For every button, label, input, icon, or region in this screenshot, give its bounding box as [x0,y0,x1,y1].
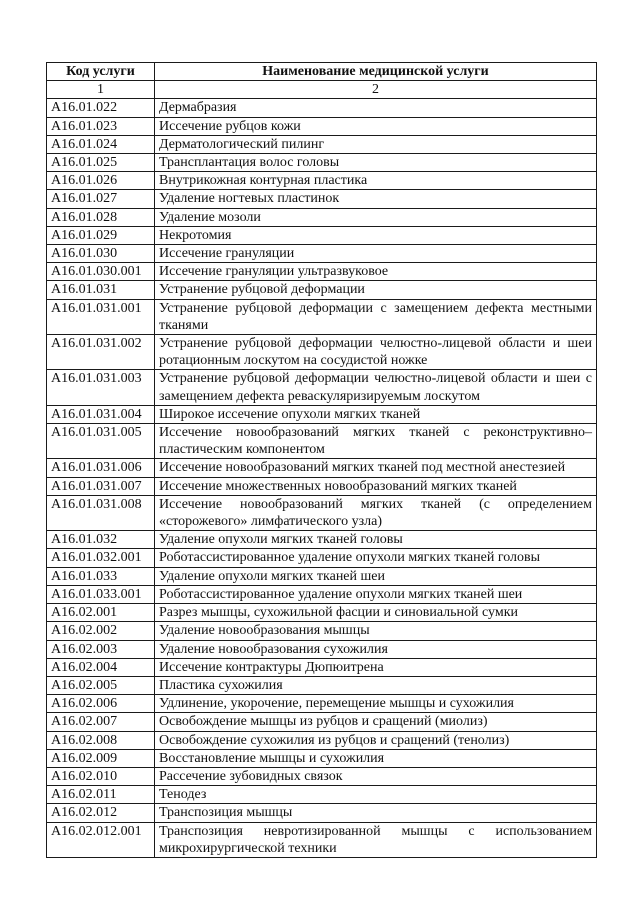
table-row [47,786,597,804]
service-code-cell: A16.01.031.007 [47,477,155,495]
service-name-cell: Освобождение сухожилия из рубцов и сращений (тенолиз) [155,731,597,749]
table-row [47,135,597,153]
service-name-cell: Иссечение рубцов кожи [155,117,597,135]
table-row [47,190,597,208]
table-header-row [47,63,597,81]
table-row [47,405,597,423]
service-code-cell: A16.01.023 [47,117,155,135]
service-code-cell: A16.02.002 [47,622,155,640]
service-code-cell: A16.01.033 [47,567,155,585]
service-name-cell: Рассечение зубовидных связок [155,767,597,785]
service-name-cell: Удаление опухоли мягких тканей шеи [155,567,597,585]
service-name-cell: Иссечение контрактуры Дюпюитрена [155,658,597,676]
table-row [47,154,597,172]
table-row [47,713,597,731]
table-row [47,804,597,822]
table-row [47,822,597,857]
service-name-cell: Роботассистированное удаление опухоли мягких тканей головы [155,549,597,567]
table-row [47,767,597,785]
service-code-cell: A16.02.003 [47,640,155,658]
service-name-cell: Внутрикожная контурная пластика [155,172,597,190]
service-code-cell: A16.01.031.003 [47,370,155,405]
service-name-cell: Удаление опухоли мягких тканей головы [155,531,597,549]
service-code-cell: A16.02.004 [47,658,155,676]
service-name-cell: Иссечение новообразований мягких тканей с реконструктивно–пластическим компонентом [155,424,597,459]
service-name-cell: Устранение рубцовой деформации челюстно-лицевой области и шеи ротационным лоскутом на сосудистой ножке [155,335,597,370]
table-row [47,495,597,530]
service-name-cell: Удлинение, укорочение, перемещение мышцы и сухожилия [155,695,597,713]
table-row [47,335,597,370]
service-name-cell: Иссечение грануляции [155,245,597,263]
table-row [47,658,597,676]
service-name-cell: Устранение рубцовой деформации с замещением дефекта местными тканями [155,299,597,334]
table-row [47,695,597,713]
service-code-cell: A16.02.006 [47,695,155,713]
service-code-cell: A16.01.031.004 [47,405,155,423]
table-row [47,676,597,694]
service-code-cell: A16.01.031.008 [47,495,155,530]
service-name-cell: Дермабразия [155,99,597,117]
table-row [47,640,597,658]
service-code-cell: A16.01.032 [47,531,155,549]
table-row [47,299,597,334]
service-name-cell: Удаление новообразования сухожилия [155,640,597,658]
header-name: Наименование медицинской услуги [155,63,597,81]
table-row [47,731,597,749]
service-code-cell: A16.01.022 [47,99,155,117]
table-row [47,370,597,405]
document-page [46,62,596,858]
service-code-cell: A16.02.012 [47,804,155,822]
table-row [47,585,597,603]
table-row [47,622,597,640]
table-row [47,477,597,495]
table-row [47,531,597,549]
service-name-cell: Дерматологический пилинг [155,135,597,153]
table-row [47,263,597,281]
column-number-code: 1 [47,81,155,99]
service-code-cell: A16.01.031.006 [47,459,155,477]
service-name-cell: Восстановление мышцы и сухожилия [155,749,597,767]
service-name-cell: Устранение рубцовой деформации [155,281,597,299]
service-code-cell: A16.01.030 [47,245,155,263]
service-name-cell: Освобождение мышцы из рубцов и сращений (миолиз) [155,713,597,731]
service-name-cell: Транспозиция мышцы [155,804,597,822]
service-code-cell: A16.01.029 [47,226,155,244]
service-code-cell: A16.01.033.001 [47,585,155,603]
service-name-cell: Разрез мышцы, сухожильной фасции и синовиальной сумки [155,604,597,622]
service-name-cell: Иссечение новообразований мягких тканей под местной анестезией [155,459,597,477]
table-row [47,172,597,190]
service-code-cell: A16.01.027 [47,190,155,208]
service-code-cell: A16.01.031 [47,281,155,299]
service-code-cell: A16.01.026 [47,172,155,190]
table-row [47,226,597,244]
table-row [47,424,597,459]
service-code-cell: A16.02.012.001 [47,822,155,857]
table-row [47,604,597,622]
table-row [47,117,597,135]
service-code-cell: A16.01.030.001 [47,263,155,281]
service-name-cell: Иссечение множественных новообразований мягких тканей [155,477,597,495]
service-name-cell: Пластика сухожилия [155,676,597,694]
service-name-cell: Транспозиция невротизированной мышцы с использованием микрохирургической техники [155,822,597,857]
table-row [47,99,597,117]
service-code-cell: A16.01.024 [47,135,155,153]
service-name-cell: Некротомия [155,226,597,244]
service-code-cell: A16.01.031.001 [47,299,155,334]
table-row [47,208,597,226]
table-row [47,549,597,567]
service-code-cell: A16.02.009 [47,749,155,767]
table-row [47,281,597,299]
table-body [47,99,597,858]
service-code-cell: A16.02.001 [47,604,155,622]
service-name-cell: Иссечение грануляции ультразвуковое [155,263,597,281]
service-code-cell: A16.01.031.002 [47,335,155,370]
service-name-cell: Трансплантация волос головы [155,154,597,172]
service-name-cell: Широкое иссечение опухоли мягких тканей [155,405,597,423]
service-name-cell: Роботассистированное удаление опухоли мягких тканей шеи [155,585,597,603]
service-code-cell: A16.02.007 [47,713,155,731]
service-name-cell: Тенодез [155,786,597,804]
service-code-cell: A16.01.031.005 [47,424,155,459]
service-name-cell: Устранение рубцовой деформации челюстно-лицевой области и шеи с замещением дефекта реваскуляризируемым лоскутом [155,370,597,405]
service-name-cell: Удаление мозоли [155,208,597,226]
service-name-cell: Удаление ногтевых пластинок [155,190,597,208]
column-number-name: 2 [155,81,597,99]
service-code-cell: A16.02.005 [47,676,155,694]
table-row [47,567,597,585]
column-numbering-row [47,81,597,99]
service-code-cell: A16.01.025 [47,154,155,172]
service-code-cell: A16.02.008 [47,731,155,749]
table-row [47,245,597,263]
header-code: Код услуги [47,63,155,81]
service-name-cell: Иссечение новообразований мягких тканей (с определением «сторожевого» лимфатического узла) [155,495,597,530]
service-name-cell: Удаление новообразования мышцы [155,622,597,640]
service-code-cell: A16.01.028 [47,208,155,226]
service-code-cell: A16.02.010 [47,767,155,785]
service-code-cell: A16.02.011 [47,786,155,804]
service-code-cell: A16.01.032.001 [47,549,155,567]
table-row [47,459,597,477]
table-row [47,749,597,767]
medical-services-table [46,62,597,858]
